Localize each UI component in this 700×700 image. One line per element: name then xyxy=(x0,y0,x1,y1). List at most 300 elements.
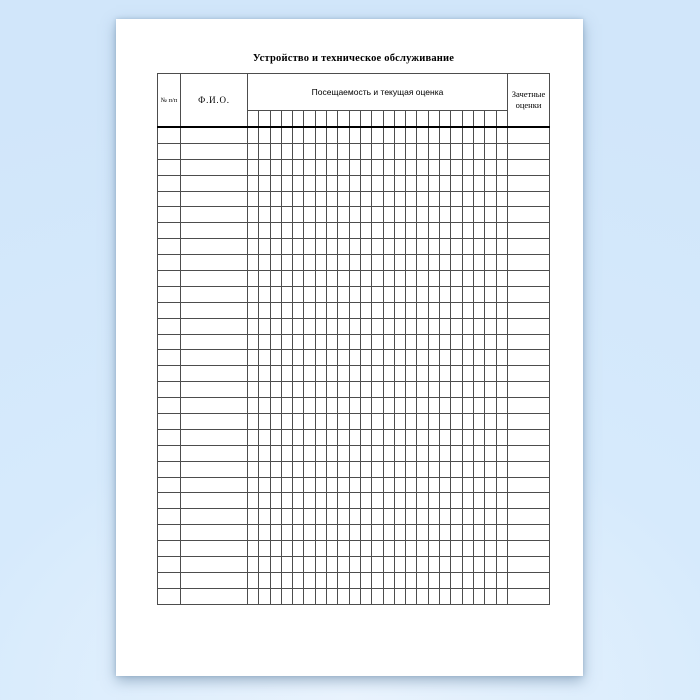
cell-attendance xyxy=(304,223,315,239)
cell-attendance xyxy=(349,398,360,414)
cell-attendance xyxy=(372,207,383,223)
cell-attendance xyxy=(417,334,428,350)
cell-attendance xyxy=(394,127,405,143)
cell-attendance xyxy=(360,302,371,318)
cell-attendance xyxy=(270,159,281,175)
cell-attendance xyxy=(485,286,496,302)
cell-attendance xyxy=(248,286,259,302)
table-header xyxy=(158,74,550,128)
cell-attendance xyxy=(406,302,417,318)
date-subcolumn-cell xyxy=(259,111,270,128)
cell-attendance xyxy=(372,461,383,477)
cell-attendance xyxy=(485,493,496,509)
cell-attendance xyxy=(406,175,417,191)
cell-attendance xyxy=(315,366,326,382)
cell-attendance xyxy=(349,286,360,302)
cell-credit xyxy=(508,461,550,477)
cell-attendance xyxy=(281,572,292,588)
cell-attendance xyxy=(327,207,338,223)
cell-attendance xyxy=(327,493,338,509)
cell-attendance xyxy=(315,159,326,175)
cell-attendance xyxy=(248,477,259,493)
table-row xyxy=(158,477,550,493)
cell-attendance xyxy=(304,334,315,350)
cell-attendance xyxy=(462,493,473,509)
cell-attendance xyxy=(440,541,451,557)
cell-attendance xyxy=(383,461,394,477)
cell-attendance xyxy=(428,509,439,525)
cell-attendance xyxy=(394,271,405,287)
cell-attendance xyxy=(270,286,281,302)
cell-attendance xyxy=(372,382,383,398)
cell-attendance xyxy=(281,159,292,175)
cell-attendance xyxy=(462,477,473,493)
cell-attendance xyxy=(440,271,451,287)
cell-attendance xyxy=(372,255,383,271)
cell-attendance xyxy=(248,223,259,239)
cell-attendance xyxy=(315,525,326,541)
cell-attendance xyxy=(304,255,315,271)
table-row xyxy=(158,382,550,398)
date-subcolumn-cell xyxy=(451,111,462,128)
cell-attendance xyxy=(248,191,259,207)
cell-attendance xyxy=(281,127,292,143)
cell-attendance xyxy=(462,318,473,334)
cell-attendance xyxy=(315,286,326,302)
cell-attendance xyxy=(270,493,281,509)
table-row xyxy=(158,461,550,477)
cell-attendance xyxy=(485,414,496,430)
cell-attendance xyxy=(259,366,270,382)
cell-attendance xyxy=(360,541,371,557)
cell-attendance xyxy=(496,255,507,271)
cell-attendance xyxy=(440,223,451,239)
cell-attendance xyxy=(360,191,371,207)
cell-attendance xyxy=(270,302,281,318)
cell-attendance xyxy=(473,445,484,461)
cell-attendance xyxy=(462,239,473,255)
cell-attendance xyxy=(293,557,304,573)
cell-attendance xyxy=(496,271,507,287)
cell-attendance xyxy=(259,207,270,223)
cell-attendance xyxy=(281,302,292,318)
cell-attendance xyxy=(394,334,405,350)
cell-attendance xyxy=(428,255,439,271)
cell-attendance xyxy=(417,286,428,302)
cell-attendance xyxy=(259,255,270,271)
cell-attendance xyxy=(248,271,259,287)
cell-attendance xyxy=(315,588,326,604)
cell-attendance xyxy=(462,414,473,430)
cell-attendance xyxy=(417,509,428,525)
cell-attendance xyxy=(338,557,349,573)
cell-credit xyxy=(508,477,550,493)
cell-attendance xyxy=(473,191,484,207)
cell-attendance xyxy=(451,334,462,350)
cell-attendance xyxy=(293,414,304,430)
cell-attendance xyxy=(304,541,315,557)
table-row xyxy=(158,318,550,334)
cell-attendance xyxy=(327,286,338,302)
table-row xyxy=(158,255,550,271)
cell-attendance xyxy=(281,557,292,573)
cell-attendance xyxy=(293,271,304,287)
cell-attendance xyxy=(440,191,451,207)
cell-attendance xyxy=(327,509,338,525)
cell-attendance xyxy=(473,223,484,239)
cell-attendance xyxy=(451,191,462,207)
cell-attendance xyxy=(394,557,405,573)
table-row xyxy=(158,509,550,525)
cell-attendance xyxy=(259,127,270,143)
cell-attendance xyxy=(315,175,326,191)
cell-number xyxy=(158,159,181,175)
cell-attendance xyxy=(383,493,394,509)
cell-attendance xyxy=(485,191,496,207)
cell-attendance xyxy=(496,191,507,207)
cell-attendance xyxy=(304,127,315,143)
cell-attendance xyxy=(428,350,439,366)
cell-attendance xyxy=(360,159,371,175)
cell-attendance xyxy=(270,572,281,588)
cell-attendance xyxy=(417,525,428,541)
cell-attendance xyxy=(394,207,405,223)
cell-attendance xyxy=(248,525,259,541)
cell-attendance xyxy=(473,286,484,302)
cell-attendance xyxy=(304,557,315,573)
cell-credit xyxy=(508,382,550,398)
cell-attendance xyxy=(293,239,304,255)
cell-attendance xyxy=(315,461,326,477)
cell-attendance xyxy=(440,525,451,541)
cell-name xyxy=(181,414,248,430)
cell-credit xyxy=(508,429,550,445)
cell-attendance xyxy=(485,207,496,223)
cell-attendance xyxy=(259,525,270,541)
cell-attendance xyxy=(270,207,281,223)
table-row xyxy=(158,175,550,191)
cell-attendance xyxy=(394,477,405,493)
cell-attendance xyxy=(417,414,428,430)
cell-attendance xyxy=(485,350,496,366)
cell-attendance xyxy=(248,493,259,509)
cell-attendance xyxy=(383,159,394,175)
cell-attendance xyxy=(259,493,270,509)
cell-attendance xyxy=(417,207,428,223)
cell-attendance xyxy=(440,159,451,175)
cell-attendance xyxy=(428,127,439,143)
cell-attendance xyxy=(406,207,417,223)
cell-attendance xyxy=(270,271,281,287)
cell-attendance xyxy=(394,239,405,255)
cell-attendance xyxy=(259,302,270,318)
table-row xyxy=(158,223,550,239)
cell-attendance xyxy=(440,572,451,588)
cell-attendance xyxy=(349,414,360,430)
table-row xyxy=(158,541,550,557)
cell-attendance xyxy=(462,541,473,557)
table-row xyxy=(158,429,550,445)
cell-attendance xyxy=(349,255,360,271)
cell-attendance xyxy=(417,350,428,366)
table-row xyxy=(158,525,550,541)
cell-attendance xyxy=(451,525,462,541)
cell-number xyxy=(158,572,181,588)
cell-attendance xyxy=(383,477,394,493)
cell-attendance xyxy=(485,302,496,318)
cell-attendance xyxy=(383,382,394,398)
cell-attendance xyxy=(293,461,304,477)
cell-name xyxy=(181,588,248,604)
cell-credit xyxy=(508,127,550,143)
cell-attendance xyxy=(270,509,281,525)
cell-attendance xyxy=(270,239,281,255)
cell-attendance xyxy=(248,302,259,318)
cell-attendance xyxy=(304,509,315,525)
cell-attendance xyxy=(315,493,326,509)
cell-attendance xyxy=(293,493,304,509)
cell-credit xyxy=(508,445,550,461)
cell-attendance xyxy=(428,477,439,493)
cell-attendance xyxy=(473,398,484,414)
date-subcolumn-cell xyxy=(293,111,304,128)
cell-attendance xyxy=(349,477,360,493)
cell-attendance xyxy=(327,143,338,159)
date-subcolumn-cell xyxy=(315,111,326,128)
cell-attendance xyxy=(315,557,326,573)
cell-attendance xyxy=(327,429,338,445)
date-subcolumn-cell xyxy=(462,111,473,128)
cell-attendance xyxy=(440,588,451,604)
cell-attendance xyxy=(428,541,439,557)
cell-attendance xyxy=(473,350,484,366)
cell-attendance xyxy=(406,429,417,445)
cell-attendance xyxy=(417,223,428,239)
cell-attendance xyxy=(349,493,360,509)
cell-attendance xyxy=(451,493,462,509)
cell-attendance xyxy=(496,366,507,382)
cell-attendance xyxy=(293,175,304,191)
cell-name xyxy=(181,572,248,588)
cell-attendance xyxy=(451,541,462,557)
cell-attendance xyxy=(440,318,451,334)
cell-attendance xyxy=(281,366,292,382)
cell-number xyxy=(158,382,181,398)
cell-attendance xyxy=(327,588,338,604)
cell-attendance xyxy=(270,127,281,143)
cell-attendance xyxy=(417,127,428,143)
cell-credit xyxy=(508,143,550,159)
cell-attendance xyxy=(304,271,315,287)
cell-attendance xyxy=(473,557,484,573)
cell-attendance xyxy=(485,382,496,398)
header-credit-column: Зачетные оценки xyxy=(508,74,550,128)
cell-attendance xyxy=(485,255,496,271)
cell-credit xyxy=(508,255,550,271)
cell-attendance xyxy=(383,223,394,239)
date-subcolumn-cell xyxy=(338,111,349,128)
cell-attendance xyxy=(327,239,338,255)
cell-attendance xyxy=(462,398,473,414)
cell-attendance xyxy=(304,493,315,509)
cell-number xyxy=(158,334,181,350)
cell-attendance xyxy=(428,159,439,175)
cell-attendance xyxy=(372,286,383,302)
cell-attendance xyxy=(270,334,281,350)
cell-attendance xyxy=(259,398,270,414)
cell-attendance xyxy=(248,541,259,557)
cell-attendance xyxy=(394,588,405,604)
cell-attendance xyxy=(315,477,326,493)
cell-attendance xyxy=(349,223,360,239)
cell-attendance xyxy=(394,572,405,588)
cell-attendance xyxy=(473,318,484,334)
cell-attendance xyxy=(440,302,451,318)
cell-attendance xyxy=(349,557,360,573)
date-subcolumn-cell xyxy=(406,111,417,128)
cell-attendance xyxy=(394,302,405,318)
cell-attendance xyxy=(383,445,394,461)
cell-attendance xyxy=(304,207,315,223)
cell-attendance xyxy=(338,382,349,398)
cell-attendance xyxy=(327,477,338,493)
cell-attendance xyxy=(259,286,270,302)
table-row xyxy=(158,127,550,143)
cell-attendance xyxy=(259,191,270,207)
cell-attendance xyxy=(259,382,270,398)
date-subcolumn-cell xyxy=(496,111,507,128)
table-row xyxy=(158,302,550,318)
cell-attendance xyxy=(462,445,473,461)
cell-attendance xyxy=(496,175,507,191)
cell-attendance xyxy=(496,382,507,398)
cell-attendance xyxy=(406,557,417,573)
cell-attendance xyxy=(485,509,496,525)
cell-attendance xyxy=(338,334,349,350)
cell-attendance xyxy=(248,207,259,223)
cell-attendance xyxy=(451,318,462,334)
header-label-row xyxy=(158,74,550,111)
table-row xyxy=(158,572,550,588)
cell-attendance xyxy=(259,541,270,557)
cell-attendance xyxy=(451,207,462,223)
cell-attendance xyxy=(327,302,338,318)
cell-attendance xyxy=(462,525,473,541)
cell-attendance xyxy=(372,588,383,604)
cell-attendance xyxy=(304,302,315,318)
cell-attendance xyxy=(451,223,462,239)
cell-attendance xyxy=(338,477,349,493)
cell-number xyxy=(158,255,181,271)
cell-attendance xyxy=(259,159,270,175)
cell-attendance xyxy=(259,588,270,604)
cell-attendance xyxy=(428,429,439,445)
cell-attendance xyxy=(473,302,484,318)
cell-attendance xyxy=(473,588,484,604)
cell-attendance xyxy=(372,175,383,191)
cell-attendance xyxy=(315,414,326,430)
cell-attendance xyxy=(360,271,371,287)
cell-attendance xyxy=(440,255,451,271)
cell-credit xyxy=(508,398,550,414)
cell-attendance xyxy=(281,207,292,223)
cell-attendance xyxy=(417,175,428,191)
cell-attendance xyxy=(372,143,383,159)
cell-attendance xyxy=(496,223,507,239)
cell-name xyxy=(181,398,248,414)
cell-attendance xyxy=(259,572,270,588)
cell-attendance xyxy=(451,286,462,302)
cell-attendance xyxy=(338,239,349,255)
cell-attendance xyxy=(496,398,507,414)
cell-name xyxy=(181,429,248,445)
cell-attendance xyxy=(383,414,394,430)
cell-attendance xyxy=(293,255,304,271)
cell-attendance xyxy=(315,429,326,445)
cell-credit xyxy=(508,334,550,350)
cell-attendance xyxy=(349,318,360,334)
cell-attendance xyxy=(462,127,473,143)
cell-attendance xyxy=(496,334,507,350)
cell-attendance xyxy=(383,175,394,191)
cell-attendance xyxy=(338,588,349,604)
cell-attendance xyxy=(473,382,484,398)
cell-attendance xyxy=(428,223,439,239)
cell-attendance xyxy=(451,302,462,318)
cell-attendance xyxy=(372,557,383,573)
cell-attendance xyxy=(485,271,496,287)
cell-attendance xyxy=(315,255,326,271)
journal-table xyxy=(157,73,550,605)
cell-name xyxy=(181,509,248,525)
cell-attendance xyxy=(372,398,383,414)
cell-attendance xyxy=(462,223,473,239)
cell-number xyxy=(158,414,181,430)
cell-attendance xyxy=(270,223,281,239)
cell-attendance xyxy=(338,175,349,191)
cell-attendance xyxy=(383,239,394,255)
cell-attendance xyxy=(293,127,304,143)
cell-attendance xyxy=(281,175,292,191)
cell-number xyxy=(158,525,181,541)
cell-attendance xyxy=(248,557,259,573)
cell-attendance xyxy=(349,572,360,588)
cell-attendance xyxy=(428,366,439,382)
header-number-column: № п/п xyxy=(158,74,181,128)
cell-name xyxy=(181,461,248,477)
cell-attendance xyxy=(270,588,281,604)
cell-name xyxy=(181,350,248,366)
cell-attendance xyxy=(496,509,507,525)
cell-attendance xyxy=(315,143,326,159)
cell-attendance xyxy=(281,239,292,255)
cell-attendance xyxy=(406,509,417,525)
table-row xyxy=(158,398,550,414)
cell-attendance xyxy=(315,318,326,334)
cell-attendance xyxy=(417,445,428,461)
date-subcolumn-cell xyxy=(485,111,496,128)
cell-attendance xyxy=(372,239,383,255)
cell-attendance xyxy=(270,541,281,557)
cell-attendance xyxy=(440,239,451,255)
cell-attendance xyxy=(406,461,417,477)
cell-attendance xyxy=(372,223,383,239)
cell-credit xyxy=(508,239,550,255)
cell-attendance xyxy=(417,557,428,573)
cell-attendance xyxy=(485,239,496,255)
cell-attendance xyxy=(462,350,473,366)
cell-attendance xyxy=(417,255,428,271)
